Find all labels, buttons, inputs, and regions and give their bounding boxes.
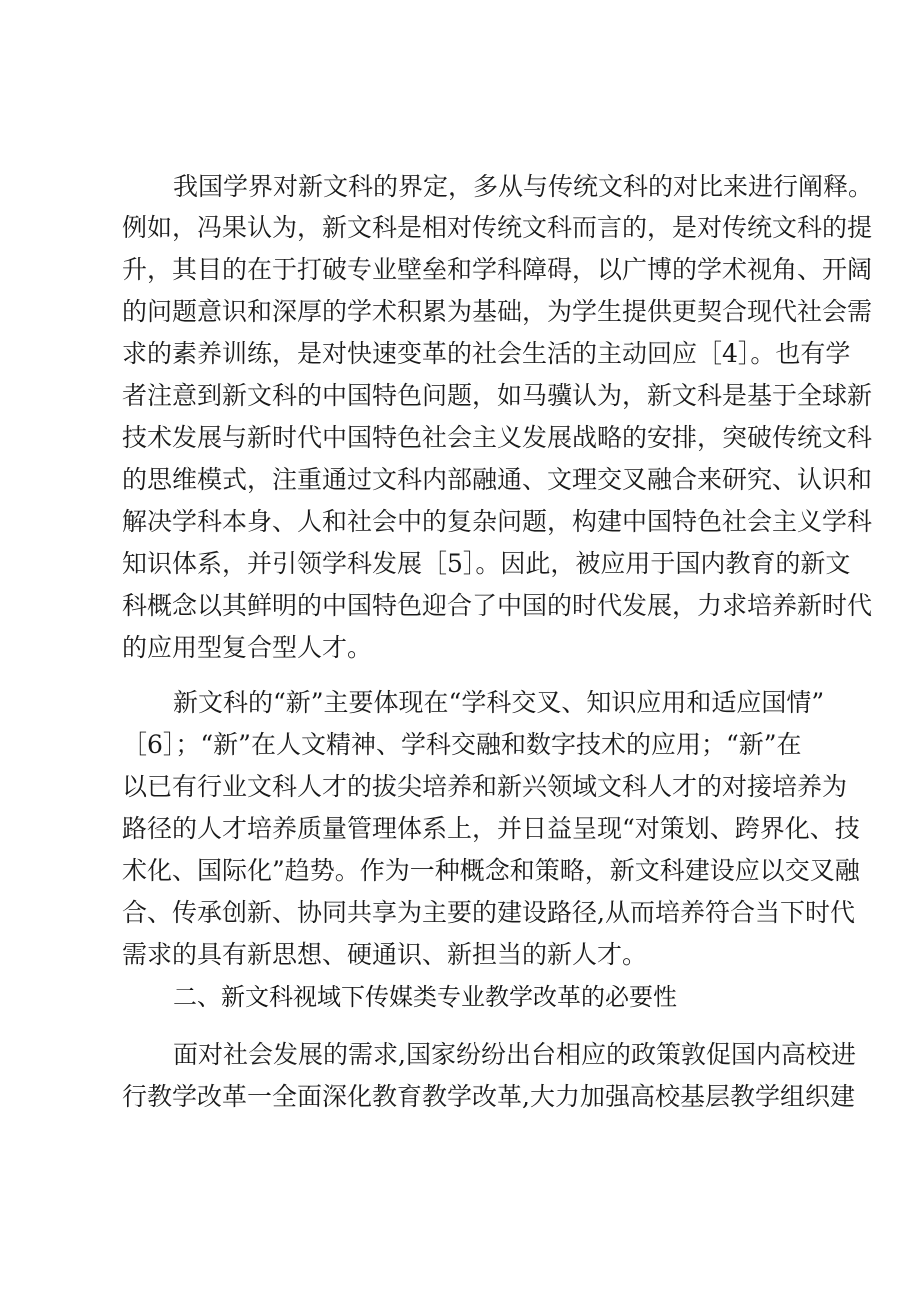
text-line: 例如，冯果认为，新文科是相对传统文科而言的，是对传统文科的提	[122, 213, 873, 242]
text-line: 合、传承创新、协同共享为主要的建设路径,从而培养符合当下时代	[122, 898, 855, 927]
text-line: 升，其目的在于打破专业壁垒和学科障碍，以广博的学术视角、开阔	[122, 255, 873, 284]
text-line: 新文科的“新”主要体现在“学科交叉、知识应用和适应国情”	[173, 688, 825, 717]
section-heading: 二、新文科视域下传媒类专业教学改革的必要性	[173, 983, 677, 1011]
text-line: 需求的具有新思想、硬通识、新担当的新人才。	[122, 940, 648, 969]
text-line: 者注意到新文科的中国特色问题，如马骥认为，新文科是基于全球新	[122, 381, 873, 410]
text-line: 求的素养训练，是对快速变革的社会生活的主动回应［4］。也有学	[122, 339, 851, 368]
text-line: 以已有行业文科人才的拔尖培养和新兴领域文科人才的对接培养为	[122, 772, 848, 801]
text-line: 的应用型复合型人才。	[122, 633, 373, 662]
text-line: 科概念以其鲜明的中国特色迎合了中国的时代发展，力求培养新时代	[122, 591, 873, 620]
text-line: 行教学改革一全面深化教育教学改革,大力加强高校基层教学组织建	[122, 1082, 855, 1111]
text-line: ［6］；“新”在人文精神、学科交融和数字技术的应用；“新”在	[122, 730, 802, 759]
text-line: 的思维模式，注重通过文科内部融通、文理交叉融合来研究、认识和	[122, 465, 873, 494]
text-line: 技术发展与新时代中国特色社会主义发展战略的安排，突破传统文科	[122, 423, 873, 452]
text-line: 面对社会发展的需求,国家纷纷出台相应的政策敦促国内高校进	[173, 1040, 856, 1069]
text-line: 我国学界对新文科的界定，多从与传统文科的对比来进行阐释。	[173, 172, 874, 201]
text-line: 术化、国际化”趋势。作为一种概念和策略，新文科建设应以交叉融	[122, 856, 860, 885]
text-line: 路径的人才培养质量管理体系上，并日益呈现“对策划、跨界化、技	[122, 814, 860, 843]
text-line: 解决学科本身、人和社会中的复杂问题，构建中国特色社会主义学科	[122, 507, 873, 536]
text-line: 知识体系，并引领学科发展［5］。因此，被应用于国内教育的新文	[122, 549, 851, 578]
text-line: 的问题意识和深厚的学术积累为基础，为学生提供更契合现代社会需	[122, 297, 873, 326]
